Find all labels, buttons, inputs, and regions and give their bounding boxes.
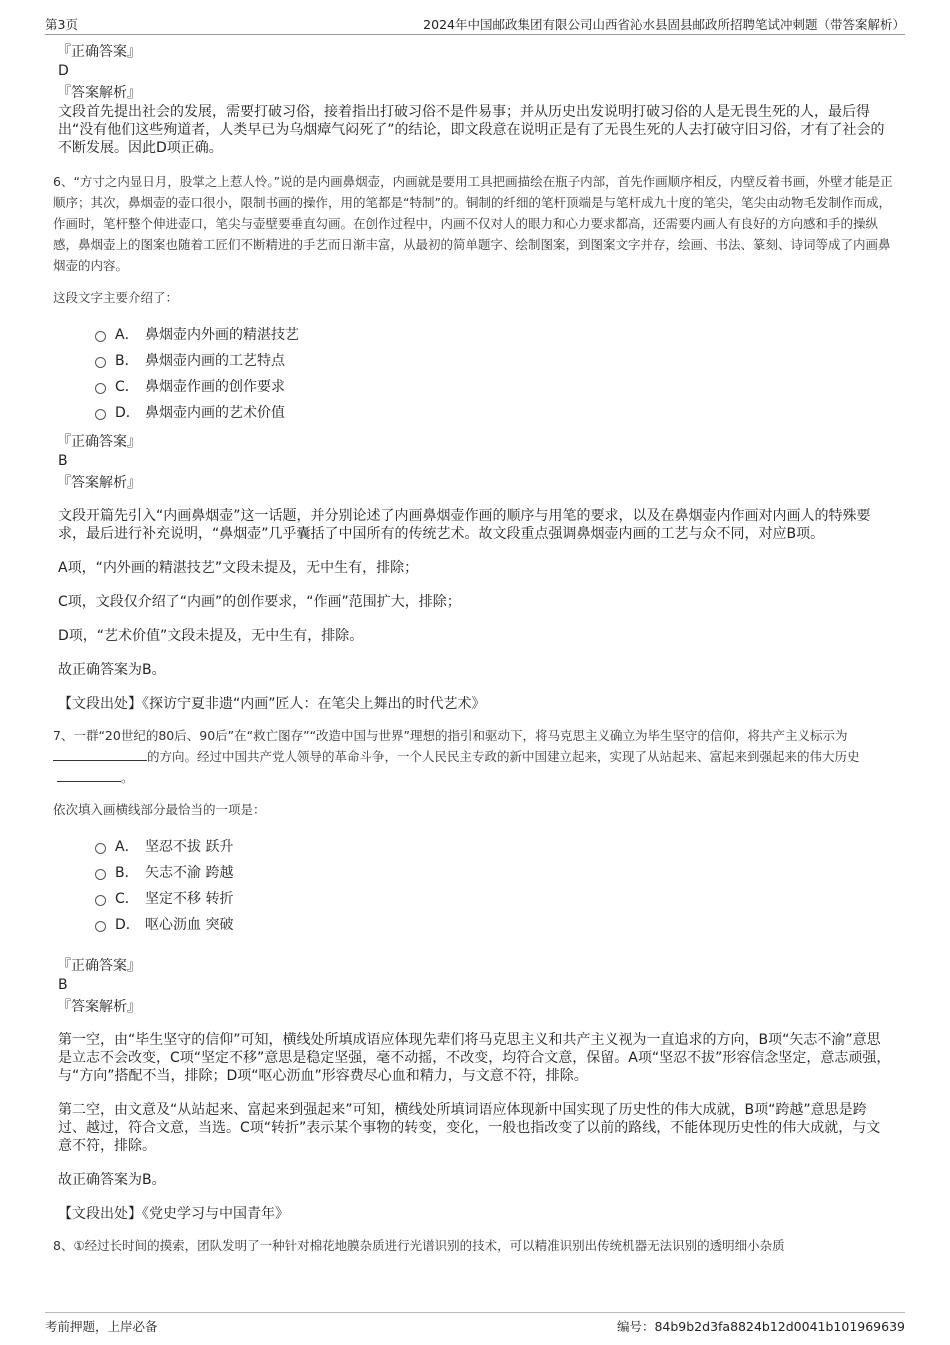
analysis-paragraph: 第二空，由文意及“从站起来、富起来到强起来”可知，横线处所填词语应体现新中国实现了历史性的伟大成就，B项“跨越”意思是跨过、越过，符合文意，当选。C项“转折”表示某个事物的转变，变化，一般也指改变了以前的路线，不能体现历史性的伟大成就，与文意不符，排除。 bbox=[58, 1102, 881, 1154]
radio-icon[interactable] bbox=[95, 843, 106, 854]
question-8-stem: 8、①经过长时间的摸索，团队发明了一种针对棉花地膜杂质进行光谱识别的技术，可以精准识别出传统机器无法识别的透明细小杂质 bbox=[53, 1238, 785, 1253]
question-6-options bbox=[95, 322, 905, 426]
page-header bbox=[45, 14, 905, 35]
option-b[interactable] bbox=[95, 860, 905, 886]
option-text: 坚定不移 转折 bbox=[145, 891, 234, 907]
analysis-text: 文段首先提出社会的发展，需要打破习俗，接着指出打破习俗不是件易事；并从历史出发说明打破习俗的人是无畏生死的人，最后得出“没有他们这些殉道者，人类早已为乌烟瘴气闷死了”的结论，即文段意在说明正是有了无畏生死的人去打破守旧习俗，才有了社会的不断发展。因此D项正确。 bbox=[58, 104, 885, 156]
radio-icon[interactable] bbox=[95, 383, 106, 394]
question-7-prompt: 依次填入画横线部分最恰当的一项是： bbox=[53, 802, 266, 817]
option-d[interactable] bbox=[95, 400, 905, 426]
option-letter: B． bbox=[115, 353, 139, 369]
document-body bbox=[45, 42, 905, 1256]
analysis-paragraph: C项，文段仅介绍了“内画”的创作要求，“作画”范围扩大，排除； bbox=[58, 594, 461, 610]
analysis-tag: 『答案解析』 bbox=[57, 85, 141, 101]
stem-text: 。 bbox=[121, 770, 134, 785]
analysis-paragraph: D项，“艺术价值”文段未提及，无中生有，排除。 bbox=[58, 628, 364, 644]
option-c[interactable] bbox=[95, 374, 905, 400]
answer-value: B bbox=[58, 977, 68, 993]
option-a[interactable] bbox=[95, 834, 905, 860]
analysis-tag: 『答案解析』 bbox=[57, 999, 141, 1015]
option-text: 鼻烟壶作画的创作要求 bbox=[145, 379, 285, 395]
radio-icon[interactable] bbox=[95, 409, 106, 420]
question-7-options bbox=[95, 834, 905, 938]
answer-tag: 『正确答案』 bbox=[57, 44, 141, 60]
analysis-paragraph: 故正确答案为B。 bbox=[58, 1172, 166, 1188]
option-text: 坚忍不拔 跃升 bbox=[145, 839, 234, 855]
stem-text: 7、一群“20世纪的80后、90后”在“救亡图存”“改造中国与世界”理想的指引和驱动下，将马克思主义确立为毕生坚守的信仰，将共产主义标示为 bbox=[53, 728, 848, 743]
stem-text: 的方向。经过中国共产党人领导的革命斗争，一个人民民主专政的新中国建立起来，实现了从站起来、富起来到强起来的伟大历史 bbox=[147, 749, 860, 764]
fill-blank bbox=[57, 769, 121, 782]
question-7-stem bbox=[53, 725, 895, 788]
option-d[interactable] bbox=[95, 912, 905, 938]
radio-icon[interactable] bbox=[95, 895, 106, 906]
option-b[interactable] bbox=[95, 348, 905, 374]
answer-value: D bbox=[58, 63, 69, 79]
source-citation: 【文段出处】《探访宁夏非遗“内画”匠人：在笔尖上舞出的时代艺术》 bbox=[58, 696, 486, 712]
option-c[interactable] bbox=[95, 886, 905, 912]
document-code: 编号：84b9b2d3fa8824b12d0041b101969639 bbox=[616, 1319, 905, 1334]
radio-icon[interactable] bbox=[95, 921, 106, 932]
fill-blank bbox=[53, 748, 147, 761]
radio-icon[interactable] bbox=[95, 357, 106, 368]
option-text: 矢志不渝 跨越 bbox=[145, 865, 234, 881]
option-letter: C． bbox=[115, 379, 139, 395]
option-letter: A． bbox=[115, 839, 139, 855]
option-letter: C． bbox=[115, 891, 139, 907]
footer-slogan: 考前押题，上岸必备 bbox=[45, 1319, 158, 1334]
question-6-stem: 6、“方寸之内显日月，股掌之上惹人怜。”说的是内画鼻烟壶，内画就是要用工具把画描绘在瓶子内部，首先作画顺序相反，内壁反着书画，外壁才能是正顺序；其次，鼻烟壶的壶口很小，限制书画的操作，用的笔都是“特制”的。铜制的纤细的笔杆顶端是与笔杆成九十度的笔尖，笔尖由动物毛发制作而成，作画时，笔杆整个伸进壶口，笔尖与壶壁要垂直勾画。在创作过程中，内画不仅对人的眼力和心力要求都高，还需要内画人有良好的方向感和手的操纵感，鼻烟壶上的图案也随着工匠们不断精进的手艺而日渐丰富，从最初的简单题字、绘制图案，到图案文字并存，绘画、书法、篆刻、诗词等成了内画鼻烟壶的内容。 bbox=[53, 174, 893, 273]
option-letter: A． bbox=[115, 327, 139, 343]
radio-icon[interactable] bbox=[95, 331, 106, 342]
document-title: 2024年中国邮政集团有限公司山西省沁水县固县邮政所招聘笔试冲刺题（带答案解析） bbox=[423, 17, 905, 32]
analysis-paragraph: A项，“内外画的精湛技艺”文段未提及，无中生有，排除； bbox=[58, 560, 419, 576]
page-footer bbox=[45, 1312, 905, 1334]
question-6-prompt: 这段文字主要介绍了： bbox=[53, 290, 179, 305]
answer-tag: 『正确答案』 bbox=[57, 958, 141, 974]
page-number: 第3页 bbox=[45, 17, 78, 32]
analysis-paragraph: 故正确答案为B。 bbox=[58, 662, 166, 678]
option-text: 鼻烟壶内外画的精湛技艺 bbox=[145, 327, 299, 343]
answer-tag: 『正确答案』 bbox=[57, 434, 141, 450]
source-citation: 【文段出处】《党史学习与中国青年》 bbox=[58, 1206, 289, 1222]
radio-icon[interactable] bbox=[95, 869, 106, 880]
option-a[interactable] bbox=[95, 322, 905, 348]
option-letter: D． bbox=[115, 917, 140, 933]
answer-value: B bbox=[58, 453, 68, 469]
option-letter: D． bbox=[115, 405, 140, 421]
analysis-paragraph: 第一空，由“毕生坚守的信仰”可知，横线处所填成语应体现先辈们将马克思主义和共产主义视为一直追求的方向，B项“矢志不渝”意思是立志不会改变，C项“坚定不移”意思是稳定坚强，毫不动摇，不改变，均符合文意，保留。A项“坚忍不拔”形容信念坚定，意志顽强，与“方向”搭配不当，排除；D项“呕心沥血”形容费尽心血和精力，与文意不符，排除。 bbox=[58, 1032, 891, 1084]
option-text: 鼻烟壶内画的艺术价值 bbox=[145, 405, 285, 421]
option-letter: B． bbox=[115, 865, 139, 881]
option-text: 鼻烟壶内画的工艺特点 bbox=[145, 353, 285, 369]
option-text: 呕心沥血 突破 bbox=[145, 917, 234, 933]
analysis-paragraph: 文段开篇先引入“内画鼻烟壶”这一话题，并分别论述了内画鼻烟壶作画的顺序与用笔的要求，以及在鼻烟壶内作画对内画人的特殊要求，最后进行补充说明，“鼻烟壶”几乎囊括了中国所有的传统艺术。故文段重点强调鼻烟壶内画的工艺与众不同，对应B项。 bbox=[58, 508, 871, 542]
analysis-tag: 『答案解析』 bbox=[57, 475, 141, 491]
